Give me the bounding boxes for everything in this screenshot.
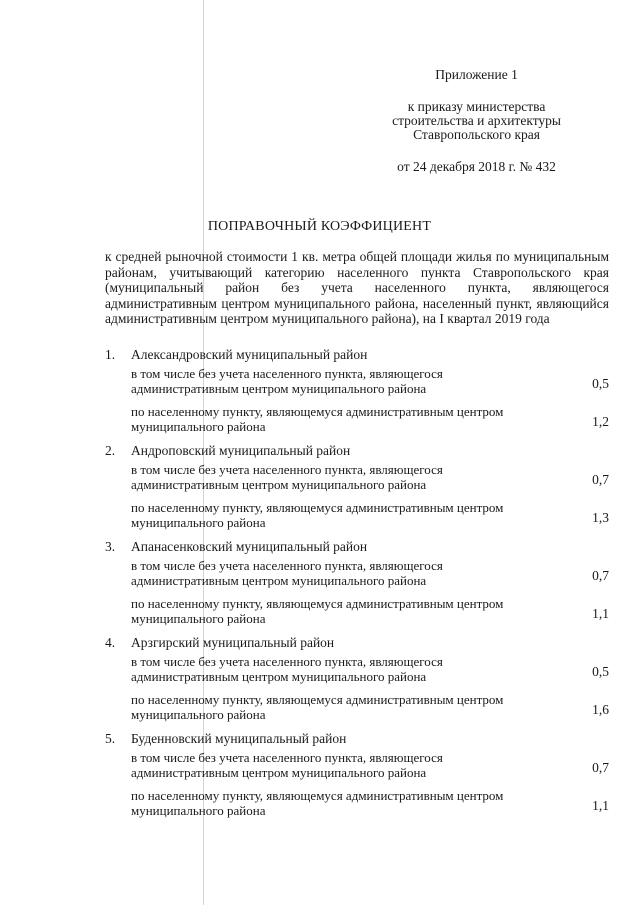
center-value: 1,3 bbox=[592, 509, 609, 525]
without-center-row bbox=[131, 366, 609, 396]
order-line-3: Ставропольского края bbox=[413, 127, 540, 142]
without-center-value: 0,7 bbox=[592, 471, 609, 487]
center-value: 1,1 bbox=[592, 797, 609, 813]
center-row bbox=[131, 692, 609, 722]
without-center-label: в том числе без учета населенного пункта, являющегося административным центром муниципального района bbox=[131, 462, 443, 492]
center-row bbox=[131, 404, 609, 434]
district-number: 4. bbox=[105, 635, 116, 650]
center-value: 1,2 bbox=[592, 413, 609, 429]
document-title: ПОПРАВОЧНЫЙ КОЭФФИЦИЕНТ bbox=[207, 219, 432, 234]
appendix-block bbox=[392, 68, 561, 174]
without-center-value: 0,7 bbox=[592, 759, 609, 775]
district-name: Буденновский муниципальный район bbox=[131, 731, 347, 746]
district-number: 3. bbox=[105, 539, 116, 554]
without-center-label: в том числе без учета населенного пункта, являющегося административным центром муниципального района bbox=[131, 558, 443, 588]
center-label: по населенному пункту, являющемуся административным центром муниципального района bbox=[131, 596, 504, 626]
district-name: Андроповский муниципальный район bbox=[131, 443, 351, 458]
center-label: по населенному пункту, являющемуся административным центром муниципального района bbox=[131, 500, 504, 530]
without-center-label: в том числе без учета населенного пункта, являющегося административным центром муниципального района bbox=[131, 750, 443, 780]
district-number: 1. bbox=[105, 347, 116, 362]
center-label: по населенному пункту, являющемуся административным центром муниципального района bbox=[131, 692, 504, 722]
without-center-value: 0,5 bbox=[592, 375, 609, 391]
without-center-row bbox=[131, 462, 609, 492]
center-label: по населенному пункту, являющемуся административным центром муниципального района bbox=[131, 404, 504, 434]
order-date: от 24 декабря 2018 г. № 432 bbox=[397, 159, 556, 174]
district-name: Арзгирский муниципальный район bbox=[131, 635, 335, 650]
district-item bbox=[105, 442, 609, 530]
district-item bbox=[105, 730, 609, 818]
without-center-label: в том числе без учета населенного пункта, являющегося административным центром муниципального района bbox=[131, 654, 443, 684]
without-center-row bbox=[131, 558, 609, 588]
without-center-value: 0,5 bbox=[592, 663, 609, 679]
center-label: по населенному пункту, являющемуся административным центром муниципального района bbox=[131, 788, 504, 818]
without-center-row bbox=[131, 654, 609, 684]
district-name: Александровский муниципальный район bbox=[131, 347, 368, 362]
district-item bbox=[105, 634, 609, 722]
district-list bbox=[105, 346, 609, 826]
without-center-value: 0,7 bbox=[592, 567, 609, 583]
district-number: 5. bbox=[105, 731, 116, 746]
district-item bbox=[105, 346, 609, 434]
center-row bbox=[131, 788, 609, 818]
order-line-2: строительства и архитектуры bbox=[392, 113, 561, 128]
center-value: 1,6 bbox=[592, 701, 609, 717]
district-item bbox=[105, 538, 609, 626]
center-value: 1,1 bbox=[592, 605, 609, 621]
document-subtitle: к средней рыночной стоимости 1 кв. метра общей площади жилья по муниципальным районам, учитывающий категорию населенного пункта Ставропольского края (муниципальный район без учета населенного пункта, являющегося административным центром муниципального района, населенный пункт, являющийся административным центром муниципального района), на I квартал 2019 года bbox=[105, 249, 609, 326]
order-line-1: к приказу министерства bbox=[407, 99, 546, 114]
appendix-label: Приложение 1 bbox=[435, 67, 518, 82]
without-center-label: в том числе без учета населенного пункта, являющегося административным центром муниципального района bbox=[131, 366, 443, 396]
district-number: 2. bbox=[105, 443, 116, 458]
without-center-row bbox=[131, 750, 609, 780]
center-row bbox=[131, 596, 609, 626]
district-name: Апанасенковский муниципальный район bbox=[131, 539, 368, 554]
center-row bbox=[131, 500, 609, 530]
